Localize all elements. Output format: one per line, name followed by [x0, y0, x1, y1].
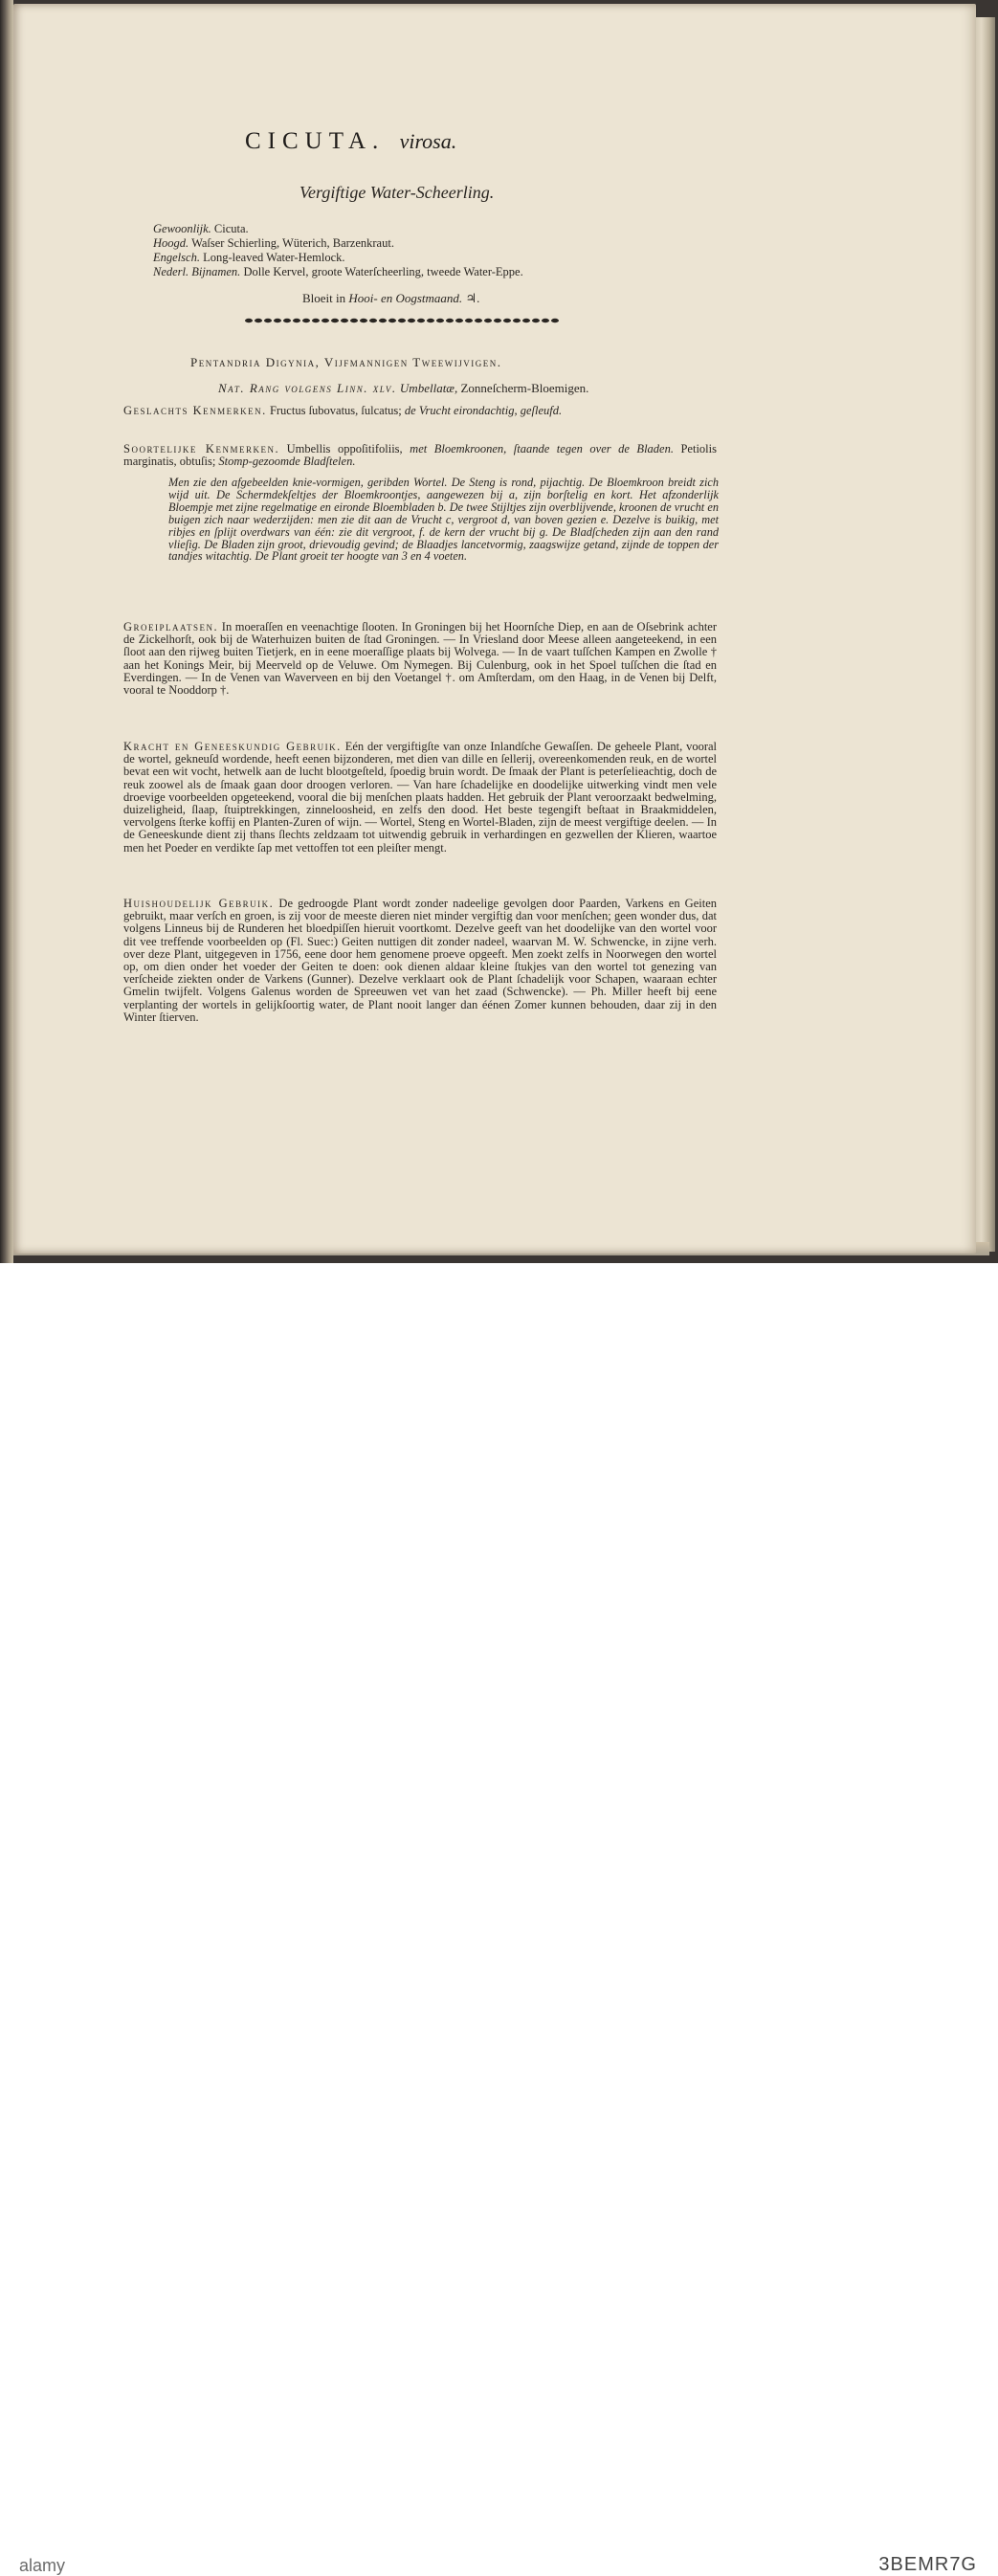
divider-dot [302, 319, 310, 322]
image-id: 3BEMR7G [878, 2554, 977, 2575]
name-row: Engelsch. Long-leaved Water-Hemlock. [153, 251, 345, 264]
divider-dot [551, 319, 559, 322]
divider-dot [293, 319, 300, 322]
household-use: Huishoudelijk Gebruik. De gedroogde Plant wordt zonder nadeelige gevolgen door Paarden, Varkens en Geiten gebruikt, maar verſch en groen, is zij voor de meeste dieren niet minder vergiftig dan voor menſchen; geen wonder dus, dat volgens Linneus bij de Runderen het bloedpiſſen hieruit voortkomt. Dezelve geeft van het doodelijke van den wortel voor dit vee treffende voorbeelden op (Fl. Suec:) Geiten nuttigen dit zonder nadeel, waarvan M. W. Schwencke, in zijne verh. over deze Plant, uitgegeven in 1756, eene door hem genomene proeve opgeeft. Men zoekt zelfs in Noorwegen den wortel op, om dien onder het voeder der Geiten te doen: ook dienen aldaar kleine ſtukjes van den wortel tot genezing van verſcheide ziekten onder de Varkens (Gunner). Dezelve verklaart ook de Plant ſchadelijk voor Schapen, waaraan echter Gmelin twijfelt. Volgens Galenus worden de Spreeuwen vet van het zaad (Schwencke). — Ph. Miller heeft bij eene verplanting der wortels in gelijkſoortig water, de Plant nooit langer dan éénen Zomer kunnen behouden, daar zij in den Winter ſtierven. [123, 897, 717, 1024]
divider-dot [379, 319, 387, 322]
divider-dot [398, 319, 406, 322]
flowering-period: Bloeit in Hooi- en Oogstmaand. ♃. [302, 291, 480, 305]
divider-dot [369, 319, 377, 322]
divider-dot [341, 319, 348, 322]
habitats: Groeiplaatsen. In moeraſſen en veenachtige ſlooten. In Groningen bij het Hoornſche Diep, en aan de Oſsebrink achter de Zickelhorſt, ook bij de Waterhuizen buiten de ſtad Groningen. — In Vriesland door Meese alleen aangeteekend, in een ſloot aan den rijweg buiten Tietjerk, en in eene moeraſſige plaats bij Wolvega. — In de vaart tuſſchen Kampen en Zwolle † aan het Konings Meir, bij Meerveld op de Veluwe. Om Nymegen. Bij Culenburg, ook in het Spoel tuſſchen die ſtad en Everdingen. — In de Venen van Waverveen en bij den Voetangel †. om Amſterdam, om den Haag, in de Venen bij Delft, vooral te Nooddorp †. [123, 620, 718, 698]
linnaean-class: Pentandria Digynia, Vijfmannigen Tweewijvigen. [190, 355, 502, 369]
genus-characters: Geslachts Kenmerken. Fructus ſubovatus, ſulcatus; de Vrucht eirondachtig, geſleufd. [123, 404, 563, 417]
species-title [245, 128, 628, 155]
divider-dot [322, 319, 329, 322]
divider-dot [494, 319, 501, 322]
divider-dot [455, 319, 463, 322]
divider-dot [417, 319, 425, 322]
divider-dot [532, 319, 540, 322]
plant-description: Men zie den afgebeelden knie-vormigen, geribden Wortel. De Steng is rond, pijachtig. De Bloemkroon breidt zich wijd uit. De Schermdekſeltjes der Bloemkroontjes, aangewezen bij a, zijn borſtelig en kort. Het afzonderlijk Bloempje met zijne regelmatige en eironde Bloembladen b. De twee Stijltjes zijn overblijvende, kroonen de vrucht en buigen zich naar wederzijden: men zie dit aan de Vrucht c, vergroot d, van boven gezien e. Dezelve is buikig, met ribjes en ſplijt overdwars van één: zie dit vergroot, f. de kern der vrucht bij g. De Bladſcheden zijn aan den rand vlieſig. De Bladen zijn groot, drievoudig gevind; de Blaadjes lancetvormig, zaagswijze getand, zijnde de toppen der tandjes witachtig. De Plant groeit ter hoogte van 3 en 4 voeten. [168, 476, 719, 564]
name-row: Hoogd. Waſser Schierling, Wüterich, Barzenkraut. [153, 236, 394, 250]
book-spine [0, 0, 13, 1263]
name-row: Nederl. Bijnamen. Dolle Kervel, groote Waterſcheerling, tweede Water-Eppe. [153, 265, 523, 278]
natural-order: Nat. Rang volgens Linn. xlv. Umbellatæ, Zonneſcherm-Bloemigen. [218, 381, 589, 395]
divider-dot [274, 319, 281, 322]
name-row: Gewoonlijk. Cicuta. [153, 222, 249, 235]
vernacular-names [153, 222, 523, 279]
divider-dot [522, 319, 530, 322]
divider-dot [360, 319, 367, 322]
divider-dot [427, 319, 434, 322]
divider-dot [264, 319, 272, 322]
divider-dot [542, 319, 549, 322]
ornamental-divider [244, 316, 560, 325]
common-name: Vergiftige Water-Scheerling. [299, 183, 495, 202]
divider-dot [388, 319, 396, 322]
species-epithet: virosa. [399, 129, 457, 153]
divider-dot [350, 319, 358, 322]
species-characters: Soortelijke Kenmerken. Umbellis oppoſitifoliis, met Bloemkroonen, ſtaande tegen over de Bladen. Petiolis marginatis, obtuſis; Stomp-gezoomde Bladſtelen. [123, 442, 717, 469]
divider-dot [312, 319, 320, 322]
divider-dot [255, 319, 262, 322]
divider-dot [484, 319, 492, 322]
divider-dot [245, 319, 253, 322]
divider-dot [475, 319, 482, 322]
divider-dot [446, 319, 454, 322]
divider-dot [503, 319, 511, 322]
divider-dot [465, 319, 473, 322]
divider-dot [513, 319, 521, 322]
divider-dot [331, 319, 339, 322]
divider-dot [283, 319, 291, 322]
page-edge-right [974, 17, 995, 1252]
divider-dot [408, 319, 415, 322]
genus-name: CICUTA. [245, 128, 386, 154]
photo-frame [0, 0, 998, 1263]
watermark-band [0, 1263, 998, 2575]
watermark-logo: alamy [19, 2556, 66, 2575]
medicinal-use: Kracht en Geneeskundig Gebruik. Eén der vergiftigſte van onze Inlandſche Gewaſſen. De geheele Plant, vooral de wortel, gekneuſd wordende, heeft eenen bijzonderen, met dien van dille en ſellerij, overeenkomenden reuk, en de wortel bevat een wit vocht, hetwelk aan de lucht blootgeſteld, ſpoedig bruin wordt. De ſmaak der Plant is peterſelieachtig, doch de reuk zoowel als de ſmaak gaan door droogen verloren. — Van hare ſchadelijke en doodelijke uitwerking vindt men vele droevige voorbeelden opgeteekend, vooral die bij menſchen plaats hadden. Het gebruik der Plant veroorzaakt bedwelming, duizeligheid, ſlaap, ſtuiptrekkingen, zinneloosheid, en zelfs den dood. Het beste tegengift beſtaat in Braakmiddelen, vervolgens ſterke koffij en Planten-Zuren of wijn. — Wortel, Steng en Wortel-Bladen, zijn de meest vergiftige deelen. — In de Geneeskunde dient zij thans ſlechts zeldzaam tot uitwendig gebruik in verhardingen en gezwellen der Klieren, waartoe men het Poeder en verdikte ſap met vettoffen tot een pleiſter mengt. [123, 740, 717, 855]
divider-dot [436, 319, 444, 322]
